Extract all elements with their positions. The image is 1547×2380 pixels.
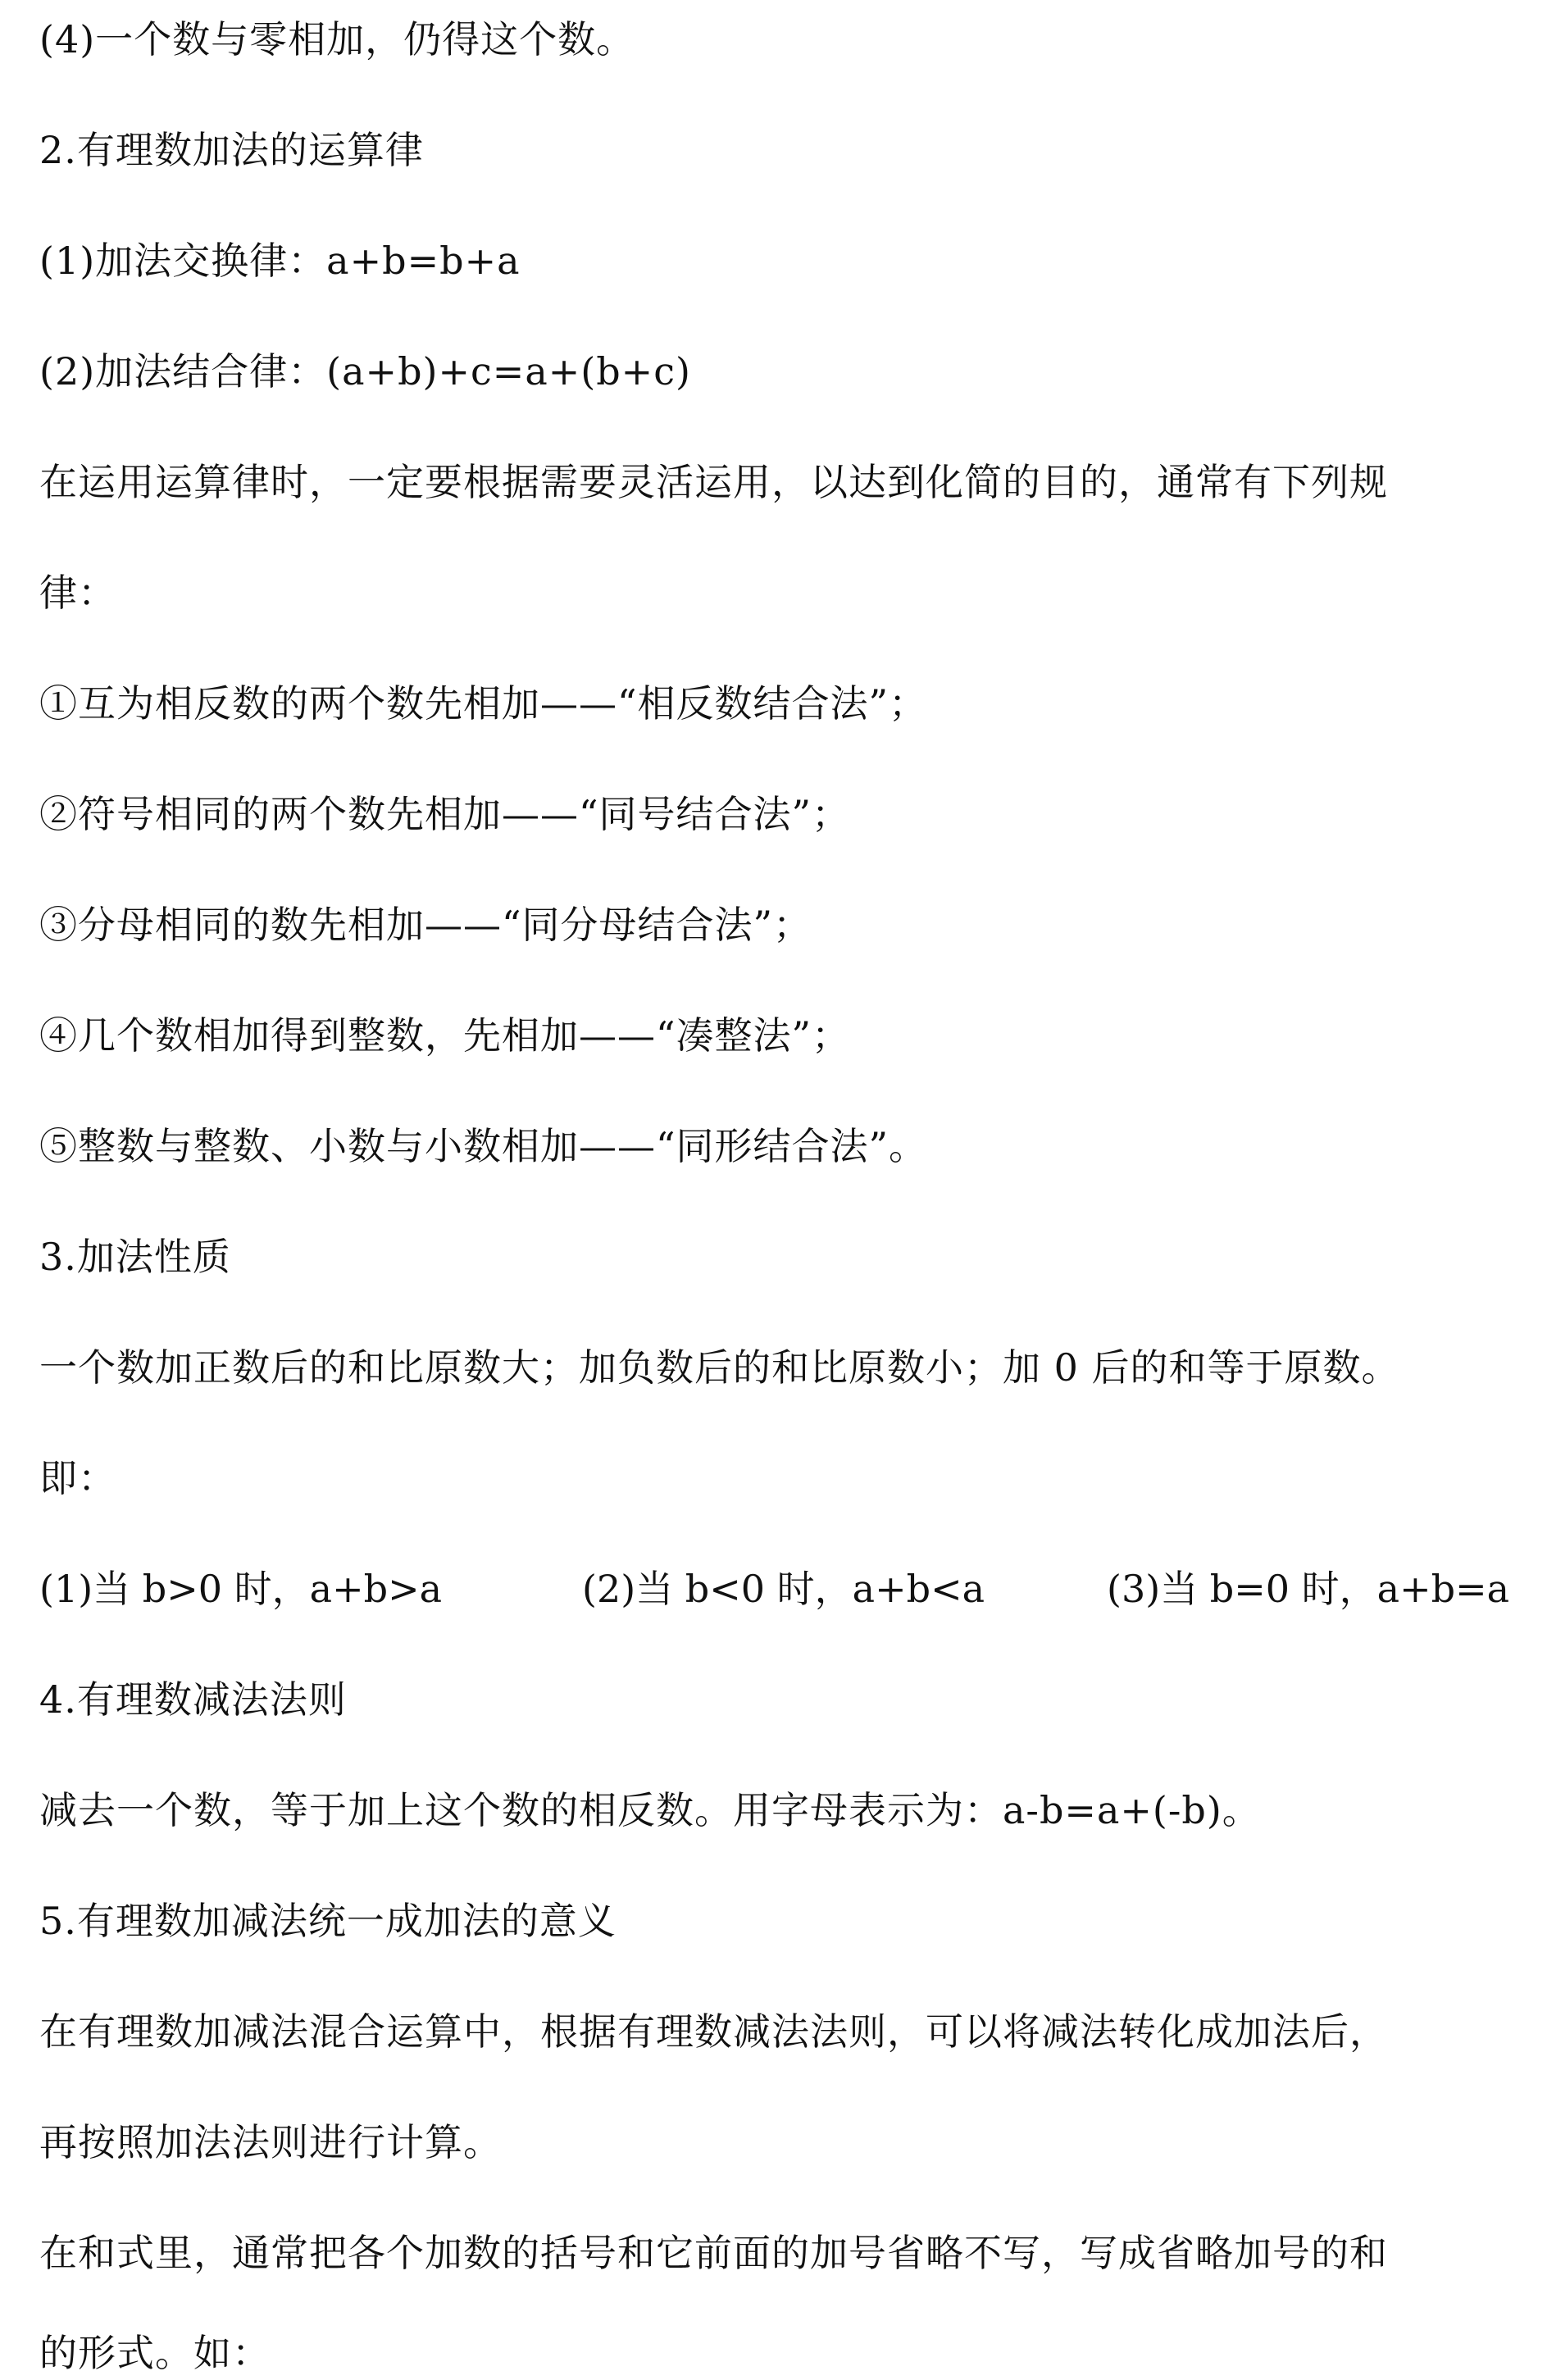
section-heading: 5.有理数加减法统一成加法的意义 xyxy=(39,1899,617,1943)
list-item: ⑤整数与整数、小数与小数相加——“同形结合法”。 xyxy=(39,1124,928,1168)
text-line: 的形式。如： xyxy=(39,2331,271,2375)
text-line: 再按照加法法则进行计算。 xyxy=(39,2120,502,2164)
text-line: 在和式里，通常把各个加数的括号和它前面的加号省略不写，写成省略加号的和 xyxy=(39,2231,1388,2275)
text-line: 减去一个数，等于加上这个数的相反数。用字母表示为：a-b=a+(-b)。 xyxy=(39,1788,1261,1832)
list-item: ④几个数相加得到整数，先相加——“凑整法”； xyxy=(39,1013,851,1058)
text-line: 一个数加正数后的和比原数大；加负数后的和比原数小；加 0 后的和等于原数。 xyxy=(39,1345,1400,1390)
text-line: 即： xyxy=(39,1456,116,1500)
text-line: (2)加法结合律：(a+b)+c=a+(b+c) xyxy=(39,349,691,394)
text-line: 在运用运算律时，一定要根据需要灵活运用，以达到化简的目的，通常有下列规 xyxy=(39,460,1388,504)
section-heading: 2.有理数加法的运算律 xyxy=(39,128,424,172)
section-heading: 4.有理数减法法则 xyxy=(39,1677,347,1722)
text-line: (4)一个数与零相加，仍得这个数。 xyxy=(39,17,635,61)
property-item: (3)当 b=0 时，a+b=a xyxy=(1107,1567,1510,1611)
list-item: ③分母相同的数先相加——“同分母结合法”； xyxy=(39,903,812,947)
text-line: (1)加法交换律：a+b=b+a xyxy=(39,239,521,283)
list-item: ②符号相同的两个数先相加——“同号结合法”； xyxy=(39,792,851,836)
list-item: ①互为相反数的两个数先相加——“相反数结合法”； xyxy=(39,681,928,726)
property-item: (1)当 b>0 时，a+b>a xyxy=(39,1567,443,1611)
section-heading: 3.加法性质 xyxy=(39,1235,231,1279)
text-line: 律： xyxy=(39,571,116,615)
text-line: 在有理数加减法混合运算中，根据有理数减法法则，可以将减法转化成加法后， xyxy=(39,2009,1388,2054)
property-item: (2)当 b<0 时，a+b<a xyxy=(582,1567,985,1611)
